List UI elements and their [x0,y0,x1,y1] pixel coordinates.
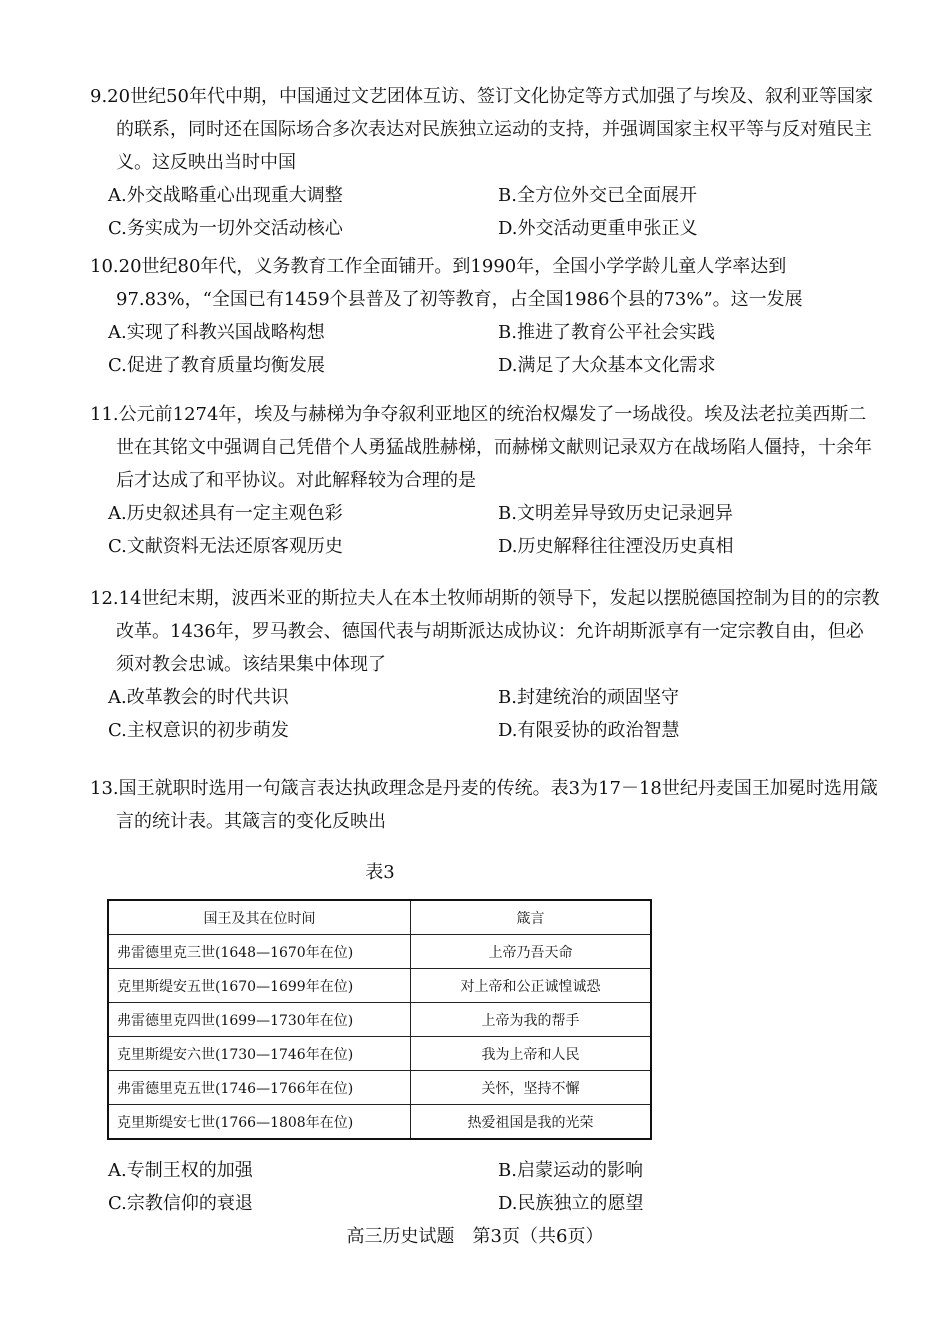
option-list [90,681,880,747]
option-a: A.历史叙述具有一定主观色彩 [108,503,343,524]
page-footer: 高三历史试题 第3页（共6页） [346,1226,604,1247]
option-b: B.封建统治的顽固坚守 [498,687,679,708]
table-row [108,1071,651,1105]
option-c: C.务实成为一切外交活动核心 [108,218,343,239]
option-list [90,316,880,382]
motto-cell: 上帝为我的帮手 [411,1003,652,1037]
motto-cell: 上帝乃吾天命 [411,935,652,969]
question-stem: 9.20世纪50年代中期，中国通过文艺团体互访、签订文化协定等方式加强了与埃及、叙利亚等国家的联系，同时还在国际场合多次表达对民族独立运动的支持，并强调国家主权平等与反对殖民主义。这反映出当时中国 [90,86,873,173]
motto-cell: 关怀，坚持不懈 [411,1071,652,1105]
option-d: D.满足了大众基本文化需求 [498,355,716,376]
option-b: B.推进了教育公平社会实践 [498,322,715,343]
table-row [108,1003,651,1037]
option-b: B.启蒙运动的影响 [498,1160,643,1181]
king-cell: 弗雷德里克四世(1699—1730年在位) [108,1003,411,1037]
king-cell: 弗雷德里克三世(1648—1670年在位) [108,935,411,969]
option-b: B.全方位外交已全面展开 [498,185,697,206]
option-c: C.主权意识的初步萌发 [108,720,289,741]
option-c: C.宗教信仰的衰退 [108,1193,253,1214]
option-c: C.文献资料无法还原客观历史 [108,536,343,557]
question-stem: 12.14世纪末期，波西米亚的斯拉夫人在本土牧师胡斯的领导下，发起以摆脱德国控制为目的的宗教改革。1436年，罗马教会、德国代表与胡斯派达成协议：允许胡斯派享有一定宗教自由，但必须对教会忠诚。该结果集中体现了 [90,588,880,675]
table-row [108,969,651,1003]
option-d: D.外交活动更重申张正义 [498,218,698,239]
option-list [90,1154,880,1220]
king-cell: 克里斯缇安七世(1766—1808年在位) [108,1105,411,1140]
table-header-row [108,900,651,935]
question-13 [90,772,880,838]
option-a: A.改革教会的时代共识 [108,687,289,708]
header-motto: 箴言 [411,900,652,935]
motto-cell: 热爱祖国是我的光荣 [411,1105,652,1140]
table-row [108,1105,651,1140]
king-cell: 克里斯缇安五世(1670—1699年在位) [108,969,411,1003]
question-13-options [90,1154,880,1220]
king-cell: 弗雷德里克五世(1746—1766年在位) [108,1071,411,1105]
option-list [90,179,880,245]
option-d: D.有限妥协的政治智慧 [498,720,680,741]
king-motto-table [107,899,652,1140]
question-stem: 10.20世纪80年代，义务教育工作全面铺开。到1990年，全国小学学龄儿童人学率达到97.83%，“全国已有1459个县普及了初等教育，占全国1986个县的73%”。这一发展 [90,256,803,310]
table-caption: 表3 [365,862,395,883]
question-12 [90,582,880,747]
option-d: D.历史解释往往湮没历史真相 [498,536,734,557]
option-b: B.文明差异导致历史记录迥异 [498,503,733,524]
header-king: 国王及其在位时间 [108,900,411,935]
option-a: A.专制王权的加强 [108,1160,253,1181]
option-c: C.促进了教育质量均衡发展 [108,355,325,376]
table-row [108,1037,651,1071]
king-cell: 克里斯缇安六世(1730—1746年在位) [108,1037,411,1071]
motto-cell: 对上帝和公正诚惶诚恐 [411,969,652,1003]
option-a: A.外交战略重心出现重大调整 [108,185,343,206]
question-11 [90,398,880,563]
question-stem: 13.国王就职时选用一句箴言表达执政理念是丹麦的传统。表3为17－18世纪丹麦国王加冕时选用箴言的统计表。其箴言的变化反映出 [90,778,878,832]
motto-cell: 我为上帝和人民 [411,1037,652,1071]
question-10 [90,250,880,382]
table-row [108,935,651,969]
option-a: A.实现了科教兴国战略构想 [108,322,325,343]
option-list [90,497,880,563]
question-stem: 11.公元前1274年，埃及与赫梯为争夺叙利亚地区的统治权爆发了一场战役。埃及法老拉美西斯二世在其铭文中强调自己凭借个人勇猛战胜赫梯，而赫梯文献则记录双方在战场陷人僵持，十余年后才达成了和平协议。对此解释较为合理的是 [90,404,872,491]
option-d: D.民族独立的愿望 [498,1193,644,1214]
question-9 [90,80,880,245]
